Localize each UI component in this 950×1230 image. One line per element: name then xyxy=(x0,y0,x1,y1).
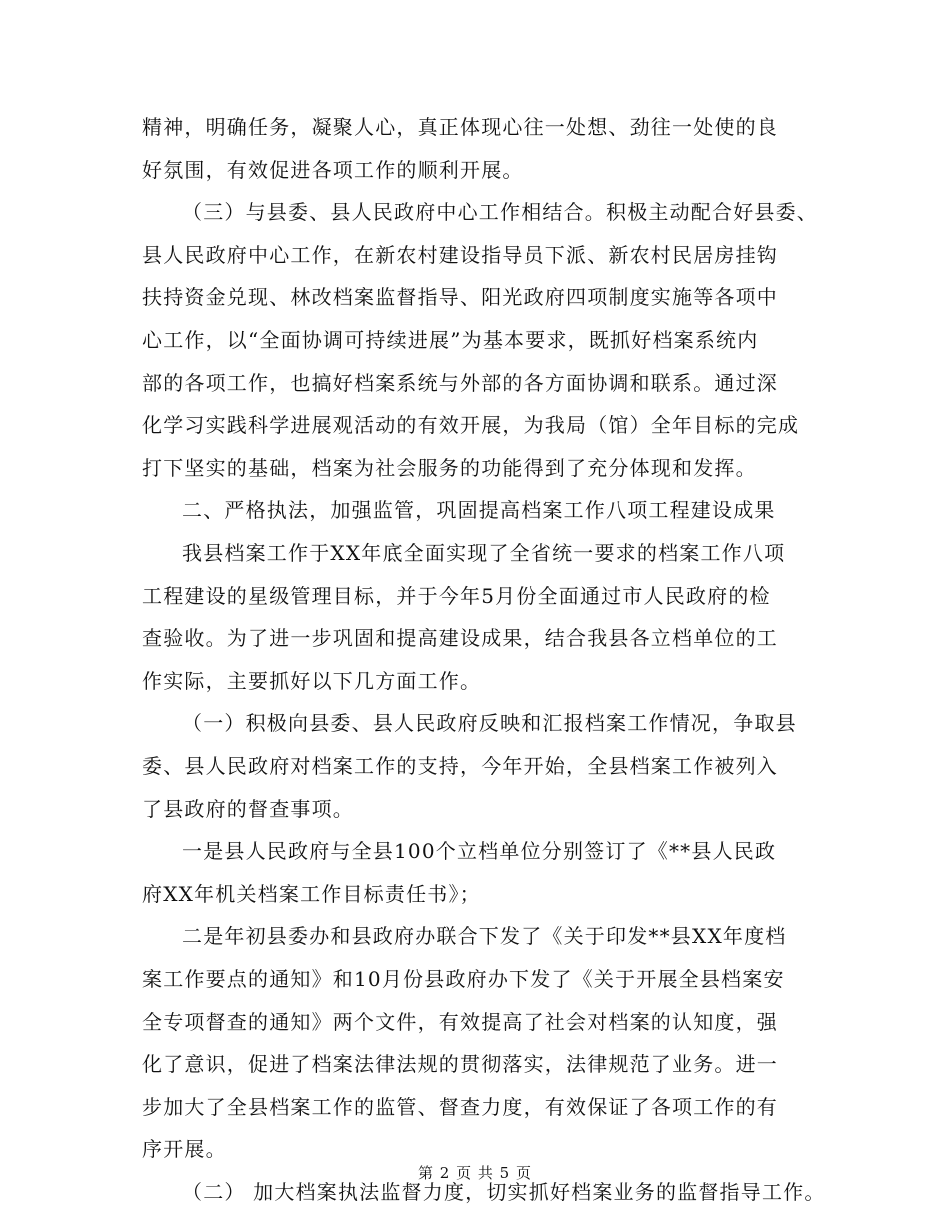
text-line: 化学习实践科学进展观活动的有效开展，为我局（馆）全年目标的完成 xyxy=(142,413,800,437)
text-line: 二是年初县委办和县政府办联合下发了《关于印发**县XX年度档 xyxy=(182,924,787,948)
text-line: 我县档案工作于XX年底全面实现了全省统一要求的档案工作八项 xyxy=(182,541,786,565)
text-line: 部的各项工作，也搞好档案系统与外部的各方面协调和联系。通过深 xyxy=(142,371,778,395)
text-line: 化了意识，促进了档案法律法规的贯彻落实，法律规范了业务。进一 xyxy=(142,1052,778,1076)
text-line: 步加大了全县档案工作的监管、督查力度，有效保证了各项工作的有 xyxy=(142,1095,778,1119)
text-line: 好氛围，有效促进各项工作的顺利开展。 xyxy=(142,158,524,182)
text-line: 打下坚实的基础，档案为社会服务的功能得到了充分体现和发挥。 xyxy=(142,456,757,480)
text-line: （二） 加大档案执法监督力度，切实抓好档案业务的监督指导工作。 xyxy=(182,1180,826,1204)
text-line: 精神，明确任务，凝聚人心，真正体现心往一处想、劲往一处使的良 xyxy=(142,115,778,139)
section-heading: 二、严格执法，加强监管，巩固提高档案工作八项工程建设成果 xyxy=(182,498,776,522)
text-line: 一是县人民政府与全县100个立档单位分别签订了《**县人民政 xyxy=(182,839,777,863)
text-line: 心工作，以“全面协调可持续进展”为基本要求，既抓好档案系统内 xyxy=(142,328,759,352)
text-line: 序开展。 xyxy=(142,1137,227,1161)
text-line: 府XX年机关档案工作目标责任书》； xyxy=(142,882,481,906)
text-line: 全专项督查的通知》两个文件，有效提高了社会对档案的认知度，强 xyxy=(142,1010,778,1034)
text-line: 扶持资金兑现、林改档案监督指导、阳光政府四项制度实施等各项中 xyxy=(142,285,778,309)
text-line: 工程建设的星级管理目标，并于今年5月份全面通过市人民政府的检 xyxy=(142,584,771,608)
text-line: 县人民政府中心工作，在新农村建设指导员下派、新农村民居房挂钩 xyxy=(142,243,778,267)
page-number-footer: 第 2 页 共 5 页 xyxy=(418,1164,532,1182)
text-line: 作实际，主要抓好以下几方面工作。 xyxy=(142,669,482,693)
text-line: （一）积极向县委、县人民政府反映和汇报档案工作情况，争取县 xyxy=(182,711,797,735)
text-line: 案工作要点的通知》和10月份县政府办下发了《关于开展全县档案安 xyxy=(142,967,785,991)
text-line: 了县政府的督查事项。 xyxy=(142,797,354,821)
text-line: 委、县人民政府对档案工作的支持，今年开始，全县档案工作被列入 xyxy=(142,754,778,778)
text-line: （三）与县委、县人民政府中心工作相结合。积极主动配合好县委、 xyxy=(182,200,818,224)
text-line: 查验收。为了进一步巩固和提高建设成果，结合我县各立档单位的工 xyxy=(142,626,778,650)
